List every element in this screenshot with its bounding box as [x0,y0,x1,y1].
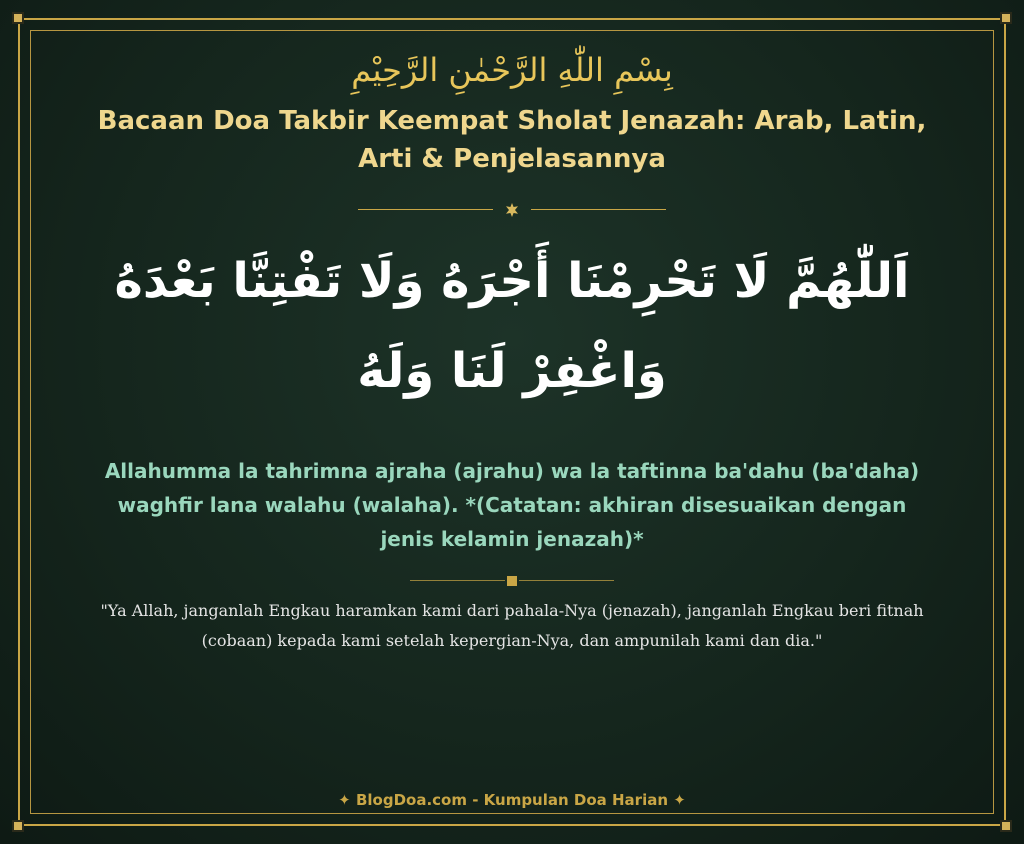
corner-ornament-bottom-left [12,820,24,832]
corner-ornament-top-left [12,12,24,24]
basmalah-heading: بِسْمِ اللّٰهِ الرَّحْمٰنِ الرَّحِيْمِ [351,51,673,89]
doa-latin-text: Allahumma la tahrimna ajraha (ajrahu) wa la taftinna ba'dahu (ba'daha) waghfir lana walahu (walaha). *(Catatan: akhiran disesuaikan dengan jenis kelamin jenazah)* [104,459,920,551]
divider-line-right [519,580,614,581]
top-divider [40,203,984,217]
divider-line-left [358,209,493,210]
doa-translation-text: "Ya Allah, janganlah Engkau haramkan kami dari pahala-Nya (jenazah), janganlah Engkau beri fitnah (cobaan) kepada kami setelah kepergian-Nya, dan ampunilah kami dan dia." [100,601,924,650]
page-title: Bacaan Doa Takbir Keempat Sholat Jenazah: Arab, Latin, Arti & Penjelasannya [97,106,927,174]
divider-line-right [531,209,666,210]
footer-credit: ✦ BlogDoa.com - Kumpulan Doa Harian ✦ [338,791,686,809]
middle-divider [40,574,984,588]
divider-line-left [410,580,505,581]
square-ornament-icon [505,574,519,588]
card-content [40,40,984,809]
star-ornament-icon [505,203,519,217]
corner-ornament-top-right [1000,12,1012,24]
corner-ornament-bottom-right [1000,820,1012,832]
doa-arabic-text: اَللّٰهُمَّ لَا تَحْرِمْنَا أَجْرَهُ وَلَا تَفْتِنَّا بَعْدَهُ وَاغْفِرْ لَنَا وَلَهُ [114,253,910,399]
